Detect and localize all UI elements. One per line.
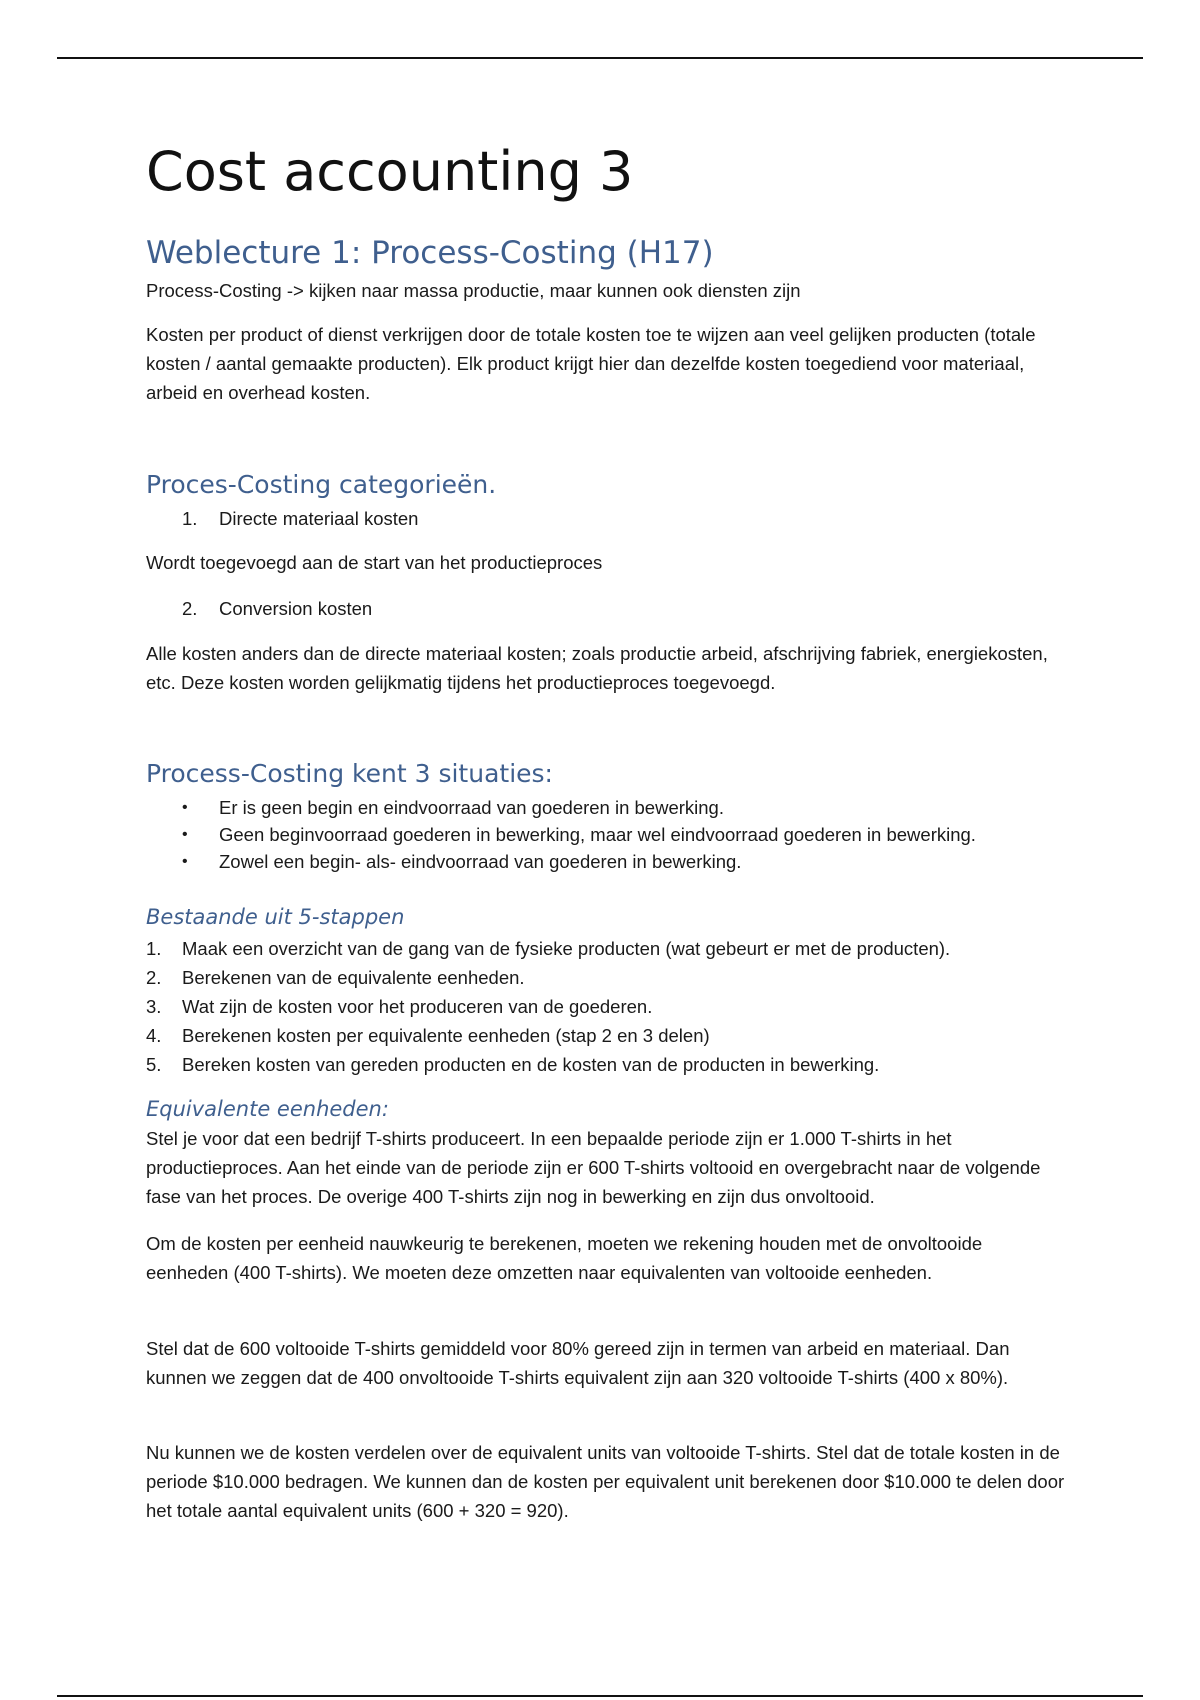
section-heading: Weblecture 1: Process-Costing (H17) xyxy=(146,235,714,271)
equivalent-paragraph-1: Stel je voor dat een bedrijf T-shirts produceert. In een bepaalde periode zijn er 1.000 T-shirts in het productieproces. Aan het einde van de periode zijn er 600 T-shirts voltooid en overgebracht naar de volgende fase van het proces. De overige 400 T-shirts zijn nog in bewerking en zijn dus onvoltooid. xyxy=(146,1128,1041,1207)
list-item xyxy=(146,848,976,875)
page-footer-rule xyxy=(57,1695,1143,1697)
list-item-text: Directe materiaal kosten xyxy=(219,508,419,529)
category-2-description: Alle kosten anders dan de directe materiaal kosten; zoals productie arbeid, afschrijving fabriek, energiekosten, etc. Deze kosten worden gelijkmatig tijdens het productieproces toegevoegd. xyxy=(146,643,1048,693)
list-item xyxy=(146,594,372,623)
list-item-text: Maak een overzicht van de gang van de fysieke producten (wat gebeurt er met de producten). xyxy=(182,938,951,959)
list-item xyxy=(146,1021,950,1050)
equivalent-paragraph-2: Om de kosten per eenheid nauwkeurig te berekenen, moeten we rekening houden met de onvoltooide eenheden (400 T-shirts). We moeten deze omzetten naar equivalenten van voltooide eenheden. xyxy=(146,1233,983,1283)
list-item-text: Geen beginvoorraad goederen in bewerking, maar wel eindvoorraad goederen in bewerking. xyxy=(219,824,976,845)
list-item-text: Conversion kosten xyxy=(219,598,373,619)
list-item xyxy=(146,794,976,821)
list-item-text: Zowel een begin- als- eindvoorraad van goederen in bewerking. xyxy=(219,851,742,872)
situations-list xyxy=(146,794,976,875)
costing-paragraph: Kosten per product of dienst verkrijgen door de totale kosten toe te wijzen aan veel gelijken producten (totale kosten / aantal gemaakte producten). Elk product krijgt hier dan dezelfde kosten toegediend voor materiaal, arbeid en overhead kosten. xyxy=(146,324,1036,403)
page-header-rule xyxy=(57,57,1143,59)
category-list-1 xyxy=(146,504,418,533)
list-item xyxy=(146,992,950,1021)
document-title: Cost accounting 3 xyxy=(146,140,634,203)
equivalent-paragraph-3: Stel dat de 600 voltooide T-shirts gemiddeld voor 80% gereed zijn in termen van arbeid en materiaal. Dan kunnen we zeggen dat de 400 onvoltooide T-shirts equivalent zijn aan 320 voltooide T-shirts (400 x 80%). xyxy=(146,1338,1010,1388)
list-item xyxy=(146,934,950,963)
list-item xyxy=(146,1050,950,1079)
list-item-text: Er is geen begin en eindvoorraad van goederen in bewerking. xyxy=(219,797,724,818)
list-item xyxy=(146,504,418,533)
bullet: • xyxy=(182,826,188,843)
list-item xyxy=(146,963,950,992)
list-item-text: Berekenen kosten per equivalente eenheden (stap 2 en 3 delen) xyxy=(182,1025,710,1046)
steps-heading: Bestaande uit 5-stappen xyxy=(146,905,405,929)
list-item-text: Bereken kosten van gereden producten en de kosten van de producten in bewerking. xyxy=(182,1054,880,1075)
intro-paragraph: Process-Costing -> kijken naar massa productie, maar kunnen ook diensten zijn xyxy=(146,280,801,301)
bullet: • xyxy=(182,799,188,816)
category-1-description: Wordt toegevoegd aan de start van het productieproces xyxy=(146,552,603,573)
list-item-text: Berekenen van de equivalente eenheden. xyxy=(182,967,525,988)
list-item-text: Wat zijn de kosten voor het produceren van de goederen. xyxy=(182,996,653,1017)
category-list-2 xyxy=(146,594,372,623)
list-number: 2. xyxy=(182,598,198,619)
list-number: 1. xyxy=(182,508,198,529)
categories-heading: Proces-Costing categorieën. xyxy=(146,470,497,499)
list-number: 3. xyxy=(146,996,162,1017)
equivalent-heading: Equivalente eenheden: xyxy=(146,1097,389,1121)
list-number: 4. xyxy=(146,1025,162,1046)
steps-list xyxy=(146,934,950,1079)
bullet: • xyxy=(182,853,188,870)
list-number: 1. xyxy=(146,938,162,959)
situations-heading: Process-Costing kent 3 situaties: xyxy=(146,759,553,788)
list-number: 2. xyxy=(146,967,162,988)
equivalent-paragraph-4: Nu kunnen we de kosten verdelen over de equivalent units van voltooide T-shirts. Stel dat de totale kosten in de periode $10.000 bedragen. We kunnen dan de kosten per equivalent unit berekenen door $10.000 te delen door het totale aantal equivalent units (600 + 320 = 920). xyxy=(146,1442,1065,1521)
list-number: 5. xyxy=(146,1054,162,1075)
list-item xyxy=(146,821,976,848)
